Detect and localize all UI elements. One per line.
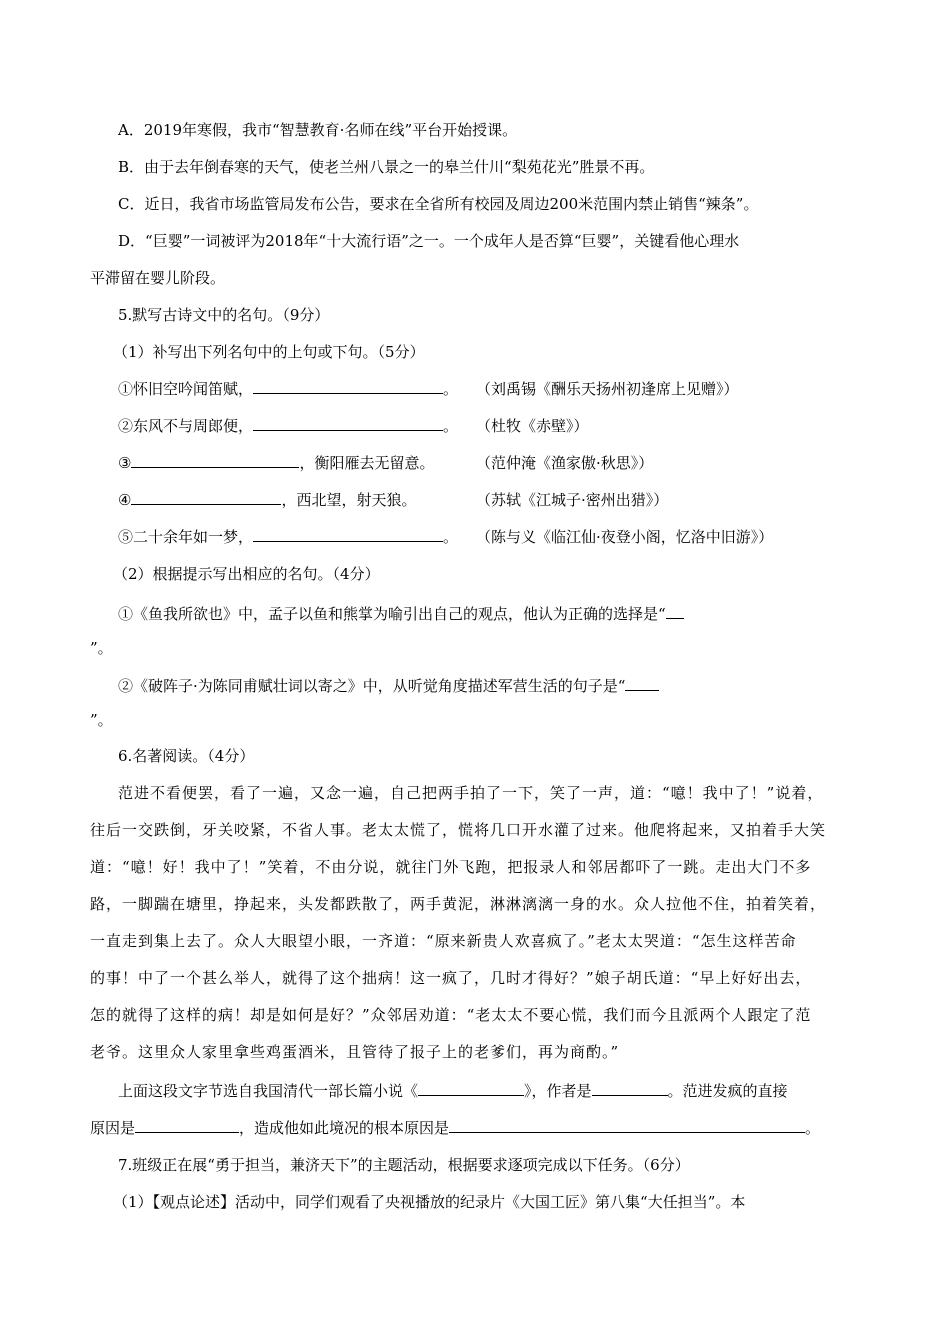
poem-item-5-source: （陈与义《临江仙·夜登小阁，忆洛中旧游》） xyxy=(476,528,774,546)
passage-line-1: 范进不看便罢，看了一遍，又念一遍，自己把两手拍了一下，笑了一声，道：“噫！我中了！”说着， xyxy=(118,784,824,802)
answer-blank-root-cause[interactable] xyxy=(449,1118,805,1133)
part2-item2-line2: ”。 xyxy=(90,711,113,729)
question7-title: 7.班级正在展“勇于担当，兼济天下”的主题活动，根据要求逐项完成以下任务。（6分） xyxy=(118,1156,690,1174)
answer-blank-3[interactable] xyxy=(131,453,299,468)
option-a: A．2019年寒假，我市“智慧教育·名师在线”平台开始授课。 xyxy=(118,121,518,139)
question6-text-a: 上面这段文字节选自我国清代一部长篇小说《 xyxy=(118,1082,419,1100)
poem-item-2 xyxy=(118,416,458,436)
answer-blank-1[interactable] xyxy=(253,379,443,394)
option-b: B．由于去年倒春寒的天气，使老兰州八景之一的皋兰什川“梨苑花光”胜景不再。 xyxy=(118,158,655,176)
poem-item-5 xyxy=(118,527,458,547)
question6-text-b: 》，作者是 xyxy=(524,1082,592,1100)
poem-item-1-source: （刘禹锡《酬乐天扬州初逢席上见赠》） xyxy=(476,380,739,398)
question6-line1 xyxy=(118,1081,788,1101)
answer-blank-direct-cause[interactable] xyxy=(135,1118,239,1133)
passage-line-6: 的事！中了一个甚么举人，就得了这个拙病！这一疯了，几时才得好？”娘子胡氏道：“早上好好出去， xyxy=(90,969,812,987)
option-d-line1: D．“巨婴”一词被评为2018年“十大流行语”之一。一个成年人是否算“巨婴”，关键看他心理水 xyxy=(118,232,740,250)
question6-line2 xyxy=(90,1118,820,1138)
passage-line-2: 往后一交跌倒，牙关咬紧，不省人事。老太太慌了，慌将几口开水灌了过来。他爬将起来，又拍着手大笑 xyxy=(90,821,827,839)
answer-blank-2[interactable] xyxy=(253,416,443,431)
option-c: C．近日，我省市场监管局发布公告，要求在全省所有校园及周边200米范围内禁止销售“辣条”。 xyxy=(118,195,759,213)
passage-line-3: 道：“噫！好！我中了！”笑着，不由分说，就往门外飞跑，把报录人和邻居都吓了一跳。走出大门不多 xyxy=(90,858,812,876)
question5-part1-title: （1）补写出下列名句中的上句或下句。（5分） xyxy=(113,343,425,361)
question6-title: 6.名著阅读。（4分） xyxy=(118,747,255,765)
poem-item-4 xyxy=(118,490,416,510)
passage-line-4: 路，一脚踹在塘里，挣起来，头发都跌散了，两手黄泥，淋淋漓漓一身的水。众人拉他不住，拍着笑着， xyxy=(90,895,827,913)
poem-item-5-pre: ⑤二十余年如一梦， xyxy=(118,528,254,546)
answer-blank-5[interactable] xyxy=(253,527,443,542)
question6-text-d: 原因是 xyxy=(90,1119,136,1137)
part2-item1-text: ①《鱼我所欲也》中，孟子以鱼和熊掌为喻引出自己的观点，他认为正确的选择是“ xyxy=(118,605,666,623)
question5-title: 5.默写古诗文中的名句。（9分） xyxy=(118,306,330,324)
poem-item-3 xyxy=(118,453,434,473)
passage-line-5: 一直走到集上去了。众人大眼望小眼，一齐道：“原来新贵人欢喜疯了。”老太太哭道：“怎生这样苦命 xyxy=(90,932,797,950)
poem-item-1-post: 。 xyxy=(443,380,459,398)
part2-item2-text: ②《破阵子·为陈同甫赋壮词以寄之》中，从听觉角度描述军营生活的句子是“ xyxy=(118,677,626,695)
poem-item-3-pre: ③ xyxy=(118,454,132,472)
poem-item-1-pre: ①怀旧空吟闻笛赋， xyxy=(118,380,254,398)
part2-item1-line1 xyxy=(118,604,684,624)
question6-text-c: 。范进发疯的直接 xyxy=(667,1082,788,1100)
poem-item-1 xyxy=(118,379,458,399)
question6-text-f: 。 xyxy=(805,1119,821,1137)
question5-part2-title: （2）根据提示写出相应的名句。（4分） xyxy=(113,565,380,583)
question7-part1: （1）【观点论述】活动中，同学们观看了央视播放的纪录片《大国工匠》第八集“大任担当”。本 xyxy=(113,1193,746,1211)
passage-line-8: 老爷。这里众人家里拿些鸡蛋酒米，且管待了报子上的老爹们，再为商酌。” xyxy=(90,1043,620,1061)
poem-item-5-post: 。 xyxy=(443,528,459,546)
poem-item-4-source: （苏轼《江城子·密州出猎》） xyxy=(476,491,669,509)
poem-item-4-pre: ④ xyxy=(118,491,132,509)
poem-item-4-post: ，西北望，射天狼。 xyxy=(281,491,417,509)
passage-line-7: 怎的就得了这样的病！却是如何是好？”众邻居劝道：“老太太不要心慌，我们而今且派两个人跟定了范 xyxy=(90,1006,812,1024)
poem-item-2-source: （杜牧《赤壁》） xyxy=(476,417,589,435)
answer-blank-author[interactable] xyxy=(592,1081,668,1096)
part2-item2-line1 xyxy=(118,676,659,696)
answer-blank-4[interactable] xyxy=(131,490,281,505)
poem-item-2-post: 。 xyxy=(443,417,459,435)
poem-item-3-source: （范仲淹《渔家傲·秋思》） xyxy=(476,454,654,472)
part2-item1-line2: ”。 xyxy=(90,639,113,657)
answer-blank-7[interactable] xyxy=(625,676,659,691)
answer-blank-6[interactable] xyxy=(666,604,684,619)
option-d-line2: 平滞留在婴儿阶段。 xyxy=(90,269,226,287)
poem-item-3-post: ，衡阳雁去无留意。 xyxy=(299,454,435,472)
poem-item-2-pre: ②东风不与周郎便， xyxy=(118,417,254,435)
question6-text-e: ，造成他如此境况的根本原因是 xyxy=(239,1119,450,1137)
answer-blank-novel[interactable] xyxy=(418,1081,524,1096)
